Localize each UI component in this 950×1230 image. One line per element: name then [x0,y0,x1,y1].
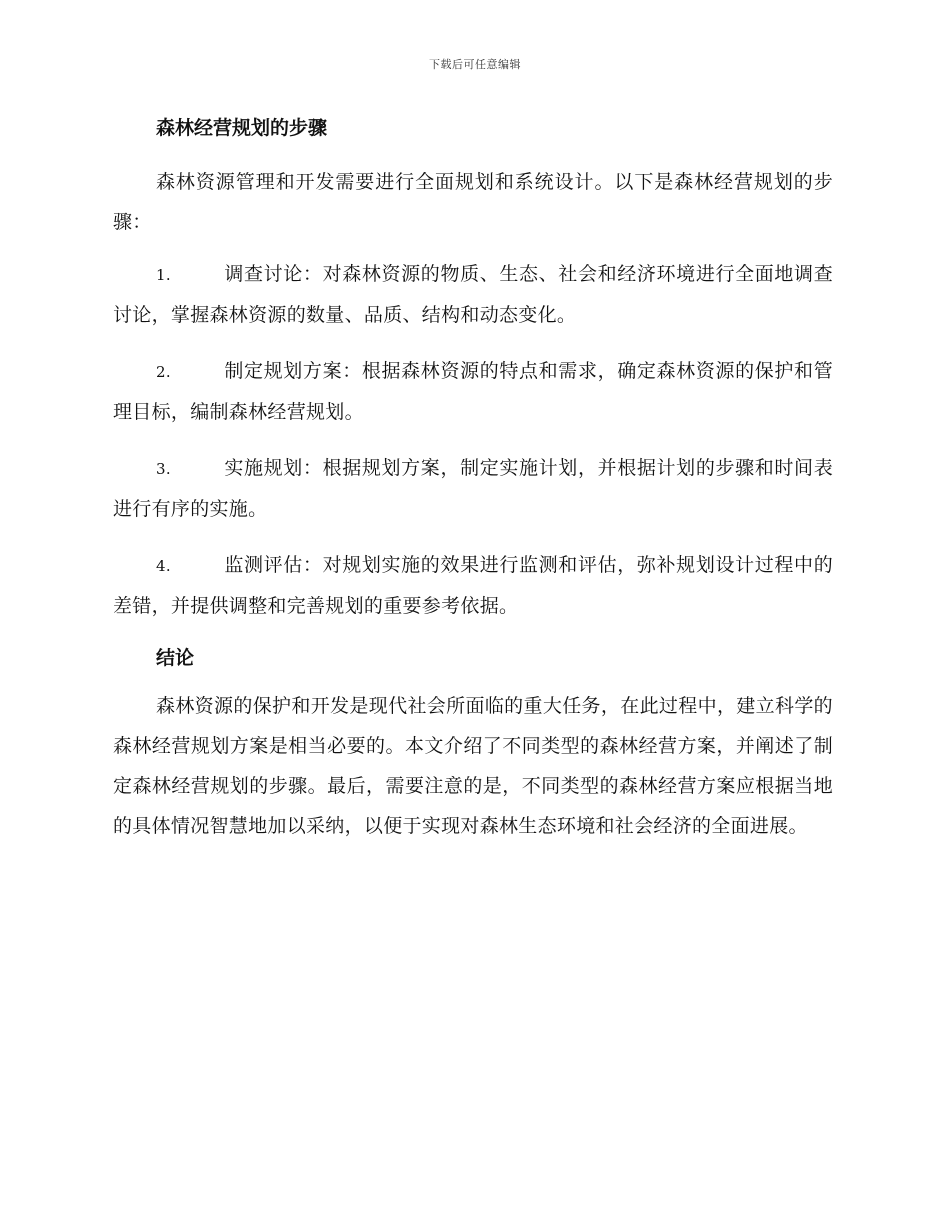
list-item-number: 2. [156,363,171,381]
section-steps [113,112,833,626]
list-item [113,254,833,335]
list-item-text: 监测评估：对规划实施的效果进行监测和评估，弥补规划设计过程中的差错，并提供调整和完善规划的重要参考依据。 [113,554,833,617]
section-heading-steps: 森林经营规划的步骤 [156,117,328,139]
list-item-number: 4. [156,557,171,575]
list-item [113,351,833,432]
list-item [113,448,833,529]
list-item [113,545,833,626]
header-note: 下载后可任意编辑 [429,58,521,71]
steps-list [113,254,833,626]
list-item-text: 制定规划方案：根据森林资源的特点和需求，确定森林资源的保护和管理目标，编制森林经营规划。 [113,360,833,423]
steps-intro-paragraph: 森林资源管理和开发需要进行全面规划和系统设计。以下是森林经营规划的步骤： [113,171,833,233]
section-heading-conclusion: 结论 [156,647,195,669]
list-item-text: 调查讨论：对森林资源的物质、生态、社会和经济环境进行全面地调查讨论，掌握森林资源的数量、品质、结构和动态变化。 [113,263,833,326]
document-body [113,112,833,846]
list-item-number: 1. [156,266,171,284]
section-conclusion [113,642,833,846]
list-item-text: 实施规划：根据规划方案，制定实施计划，并根据计划的步骤和时间表进行有序的实施。 [113,457,833,520]
list-item-number: 3. [156,460,171,478]
conclusion-paragraph: 森林资源的保护和开发是现代社会所面临的重大任务，在此过程中，建立科学的森林经营规划方案是相当必要的。本文介绍了不同类型的森林经营方案，并阐述了制定森林经营规划的步骤。最后，需要注意的是，不同类型的森林经营方案应根据当地的具体情况智慧地加以采纳，以便于实现对森林生态环境和社会经济的全面进展。 [113,695,833,837]
